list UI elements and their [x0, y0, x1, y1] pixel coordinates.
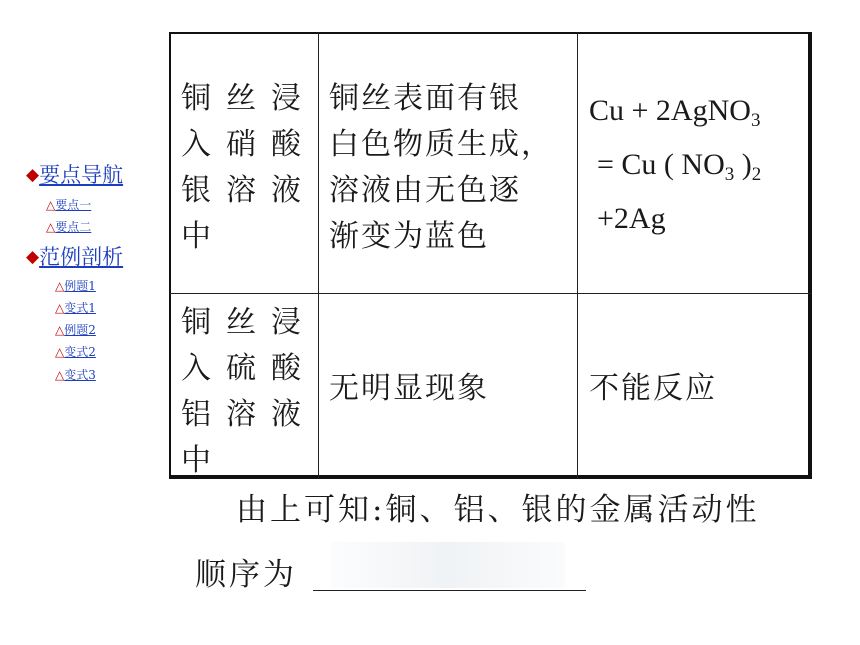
nav-subitem-example2[interactable]: [55, 322, 96, 338]
nav-subitem-point2[interactable]: [46, 219, 91, 235]
triangle-icon: △: [55, 323, 65, 337]
answer-blank-line: [313, 590, 586, 591]
equation-subscript: 2: [751, 164, 762, 185]
equation-text: +2Ag: [597, 202, 666, 235]
equation-text: ): [734, 148, 752, 181]
cell-conclusion-2: [589, 366, 814, 412]
cell-line: 铜丝浸: [181, 305, 316, 340]
triangle-icon: △: [55, 279, 65, 293]
nav-link-examples[interactable]: 范例剖析: [39, 245, 124, 269]
question-line-2: [195, 549, 297, 594]
nav-link-point1[interactable]: 要点一: [55, 198, 92, 212]
equation-subscript: 3: [750, 110, 761, 131]
equation-text: = Cu ( NO: [597, 148, 725, 181]
navigation-panel: [0, 0, 170, 645]
question-text: 顺序为: [195, 557, 297, 593]
cell-phenomenon-2: [329, 366, 579, 412]
cell-line: 渐变为蓝色: [329, 219, 489, 254]
cell-phenomenon-1: [329, 76, 579, 260]
equation-line-1: [589, 94, 760, 132]
cell-line: 溶液由无色逐: [329, 173, 521, 208]
diamond-icon: ◆: [26, 165, 40, 185]
nav-item-key-points[interactable]: [26, 162, 123, 188]
nav-subitem-point1[interactable]: [46, 197, 91, 213]
cell-line: 铜丝浸: [181, 81, 316, 116]
nav-subitem-variant2[interactable]: [55, 344, 96, 360]
triangle-icon: △: [55, 345, 65, 359]
nav-subitem-example1[interactable]: [55, 278, 96, 294]
hidden-answer[interactable]: [330, 542, 565, 588]
nav-subitem-variant3[interactable]: [55, 367, 96, 383]
cell-experiment-1: [181, 76, 321, 260]
nav-subitem-variant1[interactable]: [55, 300, 96, 316]
nav-link-example2[interactable]: 例题2: [64, 323, 96, 337]
nav-link-point2[interactable]: 要点二: [55, 220, 92, 234]
cell-text: 无明显现象: [329, 371, 489, 406]
nav-link-variant3[interactable]: 变式3: [64, 368, 96, 382]
triangle-icon: △: [46, 198, 56, 212]
nav-link-example1[interactable]: 例题1: [64, 279, 96, 293]
nav-item-examples[interactable]: [26, 244, 123, 270]
nav-link-variant2[interactable]: 变式2: [64, 345, 96, 359]
triangle-icon: △: [46, 220, 56, 234]
nav-link-key-points[interactable]: 要点导航: [39, 163, 124, 187]
cell-line: 白色物质生成，: [329, 127, 553, 162]
cell-line: 入硝酸: [181, 127, 316, 162]
equation-subscript: 3: [724, 164, 735, 185]
equation-line-3: [597, 202, 666, 236]
question-text: 由上可知:铜、铝、银的金属活动性: [236, 492, 760, 528]
cell-line: 入硫酸: [181, 351, 316, 386]
cell-line: 铝溶液: [181, 397, 316, 432]
triangle-icon: △: [55, 368, 65, 382]
cell-line: 中: [181, 443, 226, 478]
nav-link-variant1[interactable]: 变式1: [64, 301, 96, 315]
experiment-table: [169, 32, 812, 479]
equation-text: Cu + 2AgNO: [589, 94, 751, 127]
cell-line: 铜丝表面有银: [329, 81, 521, 116]
cell-text: 不能反应: [589, 371, 717, 406]
row-divider: [169, 293, 812, 294]
cell-line: 银溶液: [181, 173, 316, 208]
question-line-1: [236, 484, 759, 529]
triangle-icon: △: [55, 301, 65, 315]
cell-experiment-2: [181, 300, 321, 484]
cell-line: 中: [181, 219, 226, 254]
equation-line-2: [597, 148, 761, 186]
diamond-icon: ◆: [26, 247, 40, 267]
